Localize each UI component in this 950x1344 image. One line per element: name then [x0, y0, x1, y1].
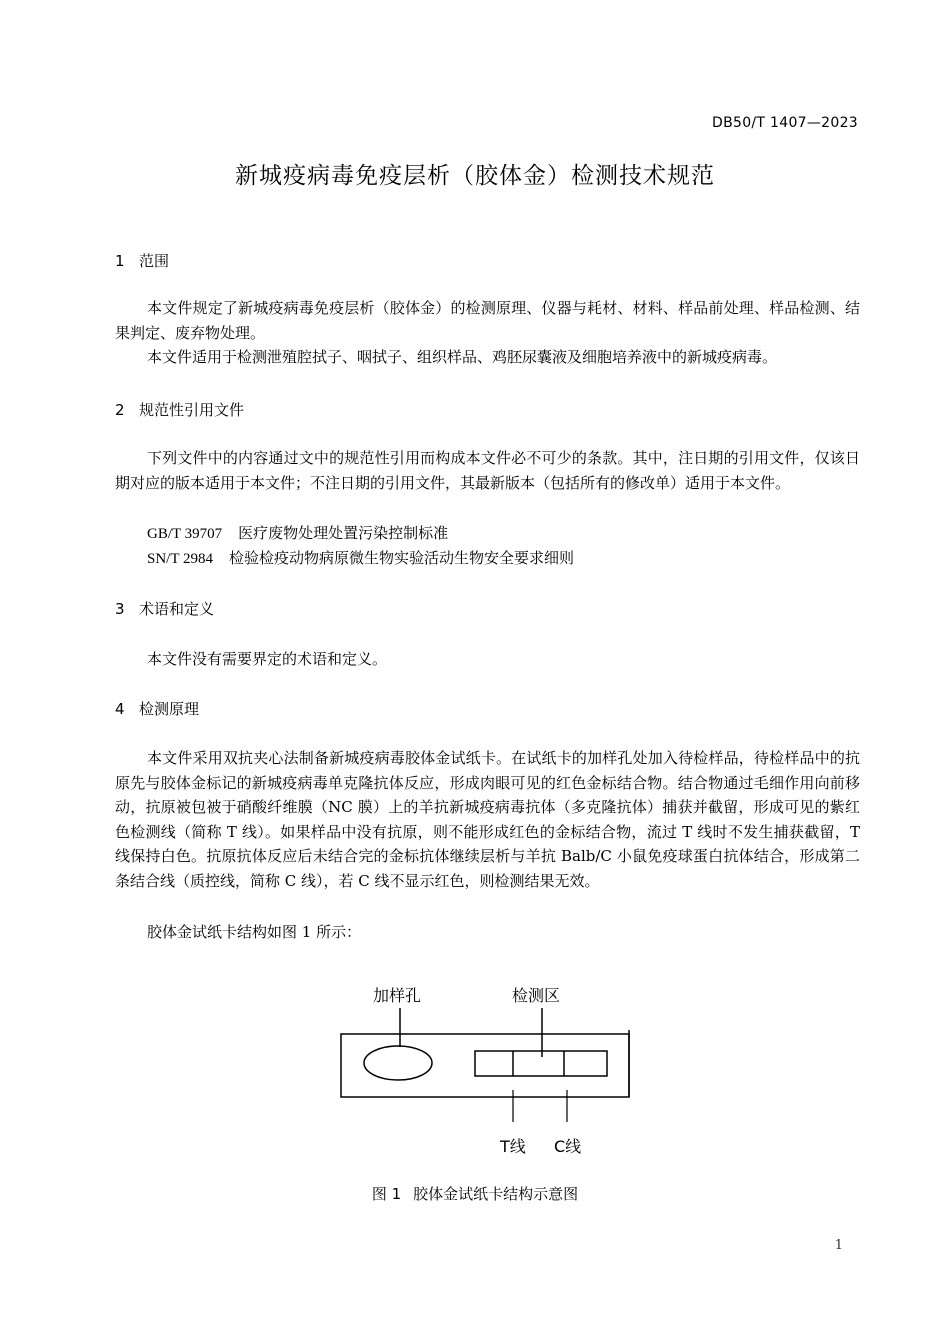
card-outline: [341, 1034, 629, 1097]
detection-window: [475, 1051, 607, 1076]
paragraph: 下列文件中的内容通过文中的规范性引用而构成本文件必不可少的条款。其中，注日期的引用文件，仅该日期对应的版本适用于本文件；不注日期的引用文件，其最新版本（包括所有的修改单）适用于本文件。: [115, 449, 860, 492]
sample-hole-shape: [364, 1046, 432, 1080]
reference-item: [147, 522, 448, 543]
paragraph: 本文件没有需要界定的术语和定义。: [147, 650, 388, 668]
reference-code: GB/T 39707: [147, 526, 223, 542]
section-heading-principle: [115, 698, 199, 719]
section-number: 1: [115, 252, 125, 270]
section-heading-terms: [115, 598, 214, 619]
figure-number: 图 1: [371, 1185, 402, 1203]
reference-title: 检验检疫动物病原微生物实验活动生物安全要求细则: [228, 549, 574, 567]
section-title: 检测原理: [139, 700, 200, 718]
paragraph: 胶体金试纸卡结构如图 1 所示：: [147, 923, 362, 941]
paragraph: 本文件适用于检测泄殖腔拭子、咽拭子、组织样品、鸡胚尿囊液及细胞培养液中的新城疫病毒。: [147, 348, 778, 366]
section-number: 4: [115, 700, 125, 718]
figure-caption: [0, 1183, 950, 1204]
test-card-diagram: [330, 975, 640, 1165]
section-number: 3: [115, 600, 125, 618]
reference-item: [147, 547, 574, 568]
detection-zone-label: 检测区: [512, 986, 561, 1005]
section-heading-scope: [115, 250, 169, 271]
sample-hole-label: 加样孔: [373, 986, 422, 1005]
test-card-svg: [330, 975, 640, 1165]
paragraph: 本文件采用双抗夹心法制备新城疫病毒胶体金试纸卡。在试纸卡的加样孔处加入待检样品，待检样品中的抗原先与胶体金标记的新城疫病毒单克隆抗体反应，形成肉眼可见的红色金标结合物。结合物通过毛细作用向前移动，抗原被包被于硝酸纤维膜（NC 膜）上的羊抗新城疫病毒抗体（多克隆抗体）捕获并截留，形成可见的紫红色检测线（简称 T 线）。如果样品中没有抗原，则不能形成红色的金标结合物，流过 T 线时不发生捕获截留，T 线保持白色。抗原抗体反应后未结合完的金标抗体继续层析与羊抗 Balb/C 小鼠免疫球蛋白抗体结合，形成第二条结合线（质控线，简称 C 线），若 C 线不显示红色，则检测结果无效。: [115, 749, 860, 890]
figure-title: 胶体金试纸卡结构示意图: [413, 1185, 579, 1203]
reference-code: SN/T 2984: [147, 551, 213, 567]
page-number: 1: [834, 1238, 843, 1253]
section-heading-normative-references: [115, 399, 244, 420]
reference-title: 医疗废物处理处置污染控制标准: [238, 524, 449, 542]
c-line-label: C线: [554, 1137, 582, 1156]
section-title: 术语和定义: [139, 600, 215, 618]
section-title: 范围: [139, 252, 170, 270]
section-number: 2: [115, 401, 125, 419]
t-line-label: T线: [500, 1137, 526, 1156]
document-title: 新城疫病毒免疫层析（胶体金）检测技术规范: [235, 163, 715, 189]
section-title: 规范性引用文件: [139, 401, 245, 419]
paragraph: 本文件规定了新城疫病毒免疫层析（胶体金）的检测原理、仪器与耗材、材料、样品前处理、样品检测、结果判定、废弃物处理。: [115, 299, 860, 342]
standard-code: DB50/T 1407—2023: [712, 115, 858, 131]
